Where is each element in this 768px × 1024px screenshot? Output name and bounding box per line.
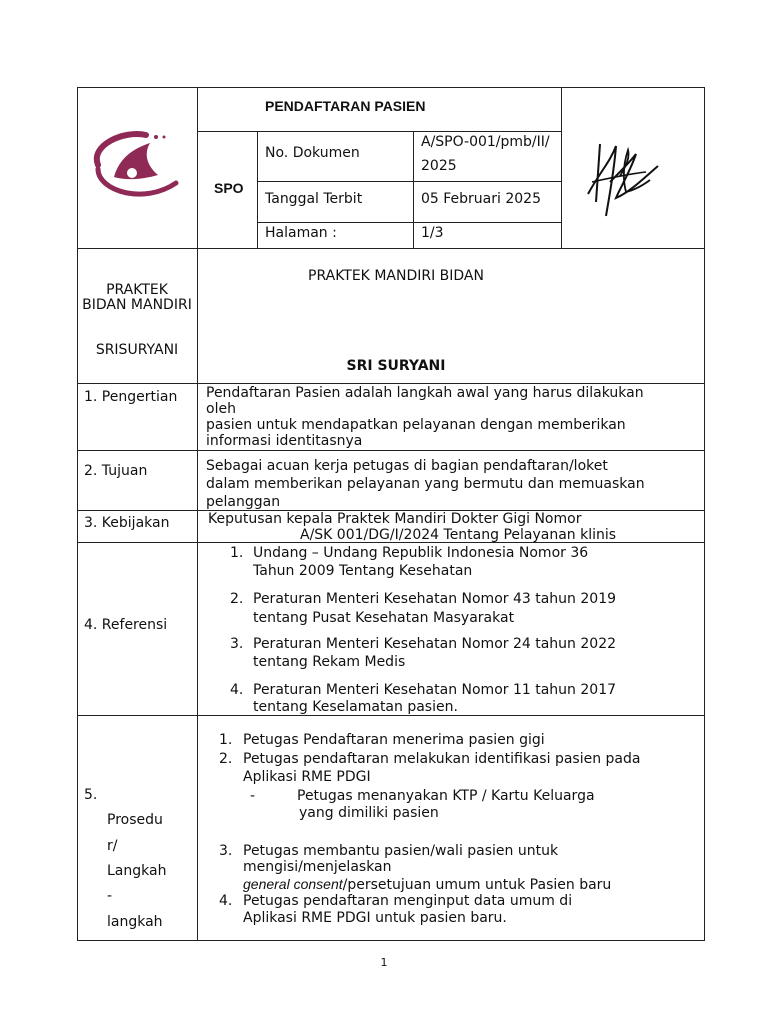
page-label: Halaman : bbox=[265, 225, 337, 241]
pengertian-line2: oleh bbox=[206, 401, 236, 417]
referensi-label: 4. Referensi bbox=[84, 617, 168, 633]
prosedur-step3-rest: /persetujuan umum untuk Pasien baru bbox=[342, 877, 612, 893]
pengertian-label: 1. Pengertian bbox=[84, 389, 178, 405]
tujuan-line1: Sebagai acuan kerja petugas di bagian pendaftaran/loket bbox=[206, 458, 608, 474]
prosedur-step-num: 3. bbox=[219, 843, 233, 859]
prosedur-step-num: 2. bbox=[219, 751, 233, 767]
org-left-line2: BIDAN MANDIRI bbox=[82, 297, 192, 313]
prosedur-label-num: 5. bbox=[84, 787, 98, 803]
pengertian-line3: pasien untuk mendapatkan pelayanan dengan memberikan bbox=[206, 417, 626, 433]
page-value: 1/3 bbox=[421, 225, 444, 241]
prosedur-step3-line2: mengisi/menjelaskan bbox=[243, 859, 392, 875]
prosedur-step2-line1: Petugas pendaftaran melakukan identifikasi pasien pada bbox=[243, 751, 641, 767]
prosedur-sub-line2: yang dimiliki pasien bbox=[299, 805, 439, 821]
org-left-line1: PRAKTEK bbox=[106, 282, 168, 298]
signature bbox=[580, 132, 670, 224]
referensi-num: 4. bbox=[230, 682, 244, 698]
document-title: PENDAFTARAN PASIEN bbox=[265, 98, 426, 114]
prosedur-label-part: langkah bbox=[107, 914, 163, 930]
prosedur-step-num: 4. bbox=[219, 893, 233, 909]
referensi-item-line1: Undang – Undang Republik Indonesia Nomor 36 bbox=[253, 545, 589, 561]
issue-date-label: Tanggal Terbit bbox=[265, 191, 363, 207]
referensi-num: 3. bbox=[230, 636, 244, 652]
kebijakan-line2: A/SK 001/DG/I/2024 Tentang Pelayanan klinis bbox=[300, 527, 617, 543]
referensi-item-line2: tentang Rekam Medis bbox=[253, 654, 406, 670]
prosedur-step-num: 1. bbox=[219, 732, 233, 748]
spo-label: SPO bbox=[214, 180, 244, 196]
prosedur-step2-line2: Aplikasi RME PDGI bbox=[243, 769, 371, 785]
referensi-item-line2: Tahun 2009 Tentang Kesehatan bbox=[253, 563, 473, 579]
referensi-num: 2. bbox=[230, 591, 244, 607]
doc-no-value-line1: A/SPO-001/pmb/II/ bbox=[421, 134, 550, 150]
tujuan-line2: dalam memberikan pelayanan yang bermutu dan memuaskan bbox=[206, 476, 645, 492]
prosedur-step3-line1: Petugas membantu pasien/wali pasien untuk bbox=[243, 843, 559, 859]
tujuan-line3: pelanggan bbox=[206, 494, 281, 510]
page-number: 1 bbox=[380, 956, 388, 969]
prosedur-sub-dash: - bbox=[250, 788, 256, 804]
prosedur-step4-line1: Petugas pendaftaran menginput data umum di bbox=[243, 893, 573, 909]
kebijakan-line1: Keputusan kepala Praktek Mandiri Dokter Gigi Nomor bbox=[208, 511, 582, 527]
kebijakan-label: 3. Kebijakan bbox=[84, 515, 170, 531]
referensi-item-line2: tentang Pusat Kesehatan Masyarakat bbox=[253, 610, 515, 626]
tujuan-label: 2. Tujuan bbox=[84, 463, 148, 479]
prosedur-label-part: - bbox=[107, 888, 113, 904]
prosedur-step1: Petugas Pendaftaran menerima pasien gigi bbox=[243, 732, 545, 748]
pengertian-line1: Pendaftaran Pasien adalah langkah awal yang harus dilakukan bbox=[206, 385, 644, 401]
prosedur-step4-line2: Aplikasi RME PDGI untuk pasien baru. bbox=[243, 910, 507, 926]
org-center-name: SRI SURYANI bbox=[346, 358, 446, 374]
issue-date-value: 05 Februari 2025 bbox=[421, 191, 541, 207]
referensi-item-line1: Peraturan Menteri Kesehatan Nomor 43 tahun 2019 bbox=[253, 591, 617, 607]
referensi-item-line1: Peraturan Menteri Kesehatan Nomor 11 tahun 2017 bbox=[253, 682, 617, 698]
clinic-logo bbox=[84, 125, 188, 205]
pengertian-line4: informasi identitasnya bbox=[206, 433, 363, 449]
referensi-item-line2: tentang Keselamatan pasien. bbox=[253, 699, 458, 715]
org-left-line3: SRISURYANI bbox=[95, 342, 179, 358]
prosedur-label-part: Prosedu bbox=[107, 812, 163, 828]
prosedur-label-part: Langkah bbox=[107, 863, 167, 879]
prosedur-step3-line3 bbox=[243, 876, 611, 894]
referensi-item-line1: Peraturan Menteri Kesehatan Nomor 24 tahun 2022 bbox=[253, 636, 617, 652]
prosedur-label-part: r/ bbox=[107, 838, 118, 854]
general-consent-term: general consent bbox=[243, 876, 343, 892]
prosedur-sub-line1: Petugas menanyakan KTP / Kartu Keluarga bbox=[297, 788, 595, 804]
doc-no-label: No. Dokumen bbox=[265, 145, 360, 161]
org-center-title: PRAKTEK MANDIRI BIDAN bbox=[308, 268, 484, 284]
referensi-num: 1. bbox=[230, 545, 244, 561]
doc-no-value-line2: 2025 bbox=[421, 158, 457, 174]
